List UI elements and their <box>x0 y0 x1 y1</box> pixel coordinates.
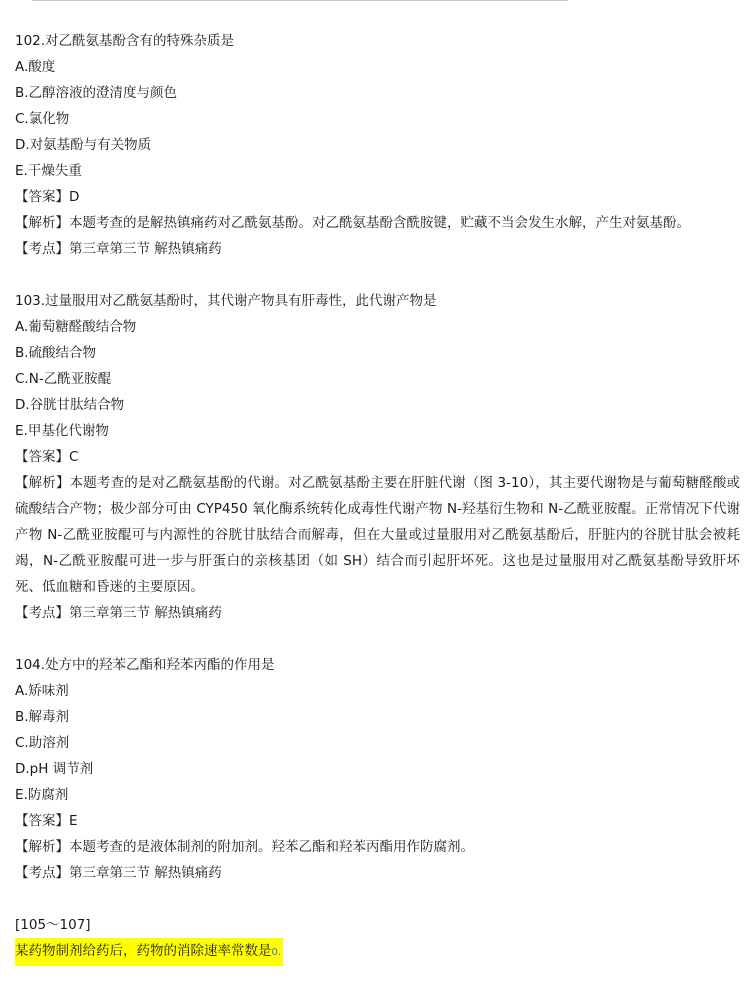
analysis: 【解析】本题考查的是解热镇痛药对乙酰氨基酚。对乙酰氨基酚含酰胺键，贮藏不当会发生水解，产生对氨基酚。 <box>15 215 690 231</box>
document-body <box>15 28 740 964</box>
option-c: C.N-乙酰亚胺醌 <box>15 371 112 387</box>
question-stem: 102.对乙酰氨基酚含有的特殊杂质是 <box>15 33 235 49</box>
answer: 【答案】D <box>15 189 80 205</box>
option-a: A.矫味剂 <box>15 683 69 699</box>
cursor-marker: 0. <box>271 947 282 958</box>
option-a: A.葡萄糖醛酸结合物 <box>15 319 137 335</box>
spacer <box>15 626 740 652</box>
analysis: 【解析】本题考查的是液体制剂的附加剂。羟苯乙酯和羟苯丙酯用作防腐剂。 <box>15 839 474 855</box>
option-d: D.对氨基酚与有关物质 <box>15 137 152 153</box>
question-stem: 104.处方中的羟苯乙酯和羟苯丙酯的作用是 <box>15 657 275 673</box>
option-b: B.解毒剂 <box>15 709 70 725</box>
option-c: C.助溶剂 <box>15 735 70 751</box>
highlighted-stem <box>15 938 283 966</box>
question-102 <box>15 28 740 262</box>
analysis: 【解析】本题考查的是对乙酰氨基酚的代谢。对乙酰氨基酚主要在肝脏代谢（图 3-10），其主要代谢物是与葡萄糖醛酸或硫酸结合产物；极少部分可由 CYP450 氧化酶系统转化成毒性代谢产物 N-羟基衍生物和 N-乙酰亚胺醌。正常情况下代谢产物 N-乙酰亚胺醌可与内源性的谷胱甘肽结合而解毒，但在大量或过量服用对乙酰氨基酚后，肝脏内的谷胱甘肽会被耗竭，N-乙酰亚胺醌可进一步与肝蛋白的亲核基团（如 SH）结合而引起肝坏死。这也是过量服用对乙酰氨基酚导致肝坏死、低血糖和昏迷的主要原因。 <box>15 475 740 595</box>
option-b: B.乙醇溶液的澄清度与颜色 <box>15 85 178 101</box>
option-e: E.防腐剂 <box>15 787 69 803</box>
question-103 <box>15 288 740 626</box>
spacer <box>15 886 740 912</box>
option-e: E.甲基化代谢物 <box>15 423 109 439</box>
group-stem-line <box>15 938 740 964</box>
option-a: A.酸度 <box>15 59 56 75</box>
answer: 【答案】C <box>15 449 79 465</box>
top-divider <box>32 0 568 1</box>
key-point: 【考点】第三章第三节 解热镇痛药 <box>15 865 222 881</box>
question-group-105-107 <box>15 912 740 964</box>
key-point: 【考点】第三章第三节 解热镇痛药 <box>15 241 222 257</box>
group-range: [105～107] <box>15 917 91 933</box>
question-stem: 103.过量服用对乙酰氨基酚时，其代谢产物具有肝毒性，此代谢产物是 <box>15 293 437 309</box>
question-104 <box>15 652 740 886</box>
spacer <box>15 262 740 288</box>
key-point: 【考点】第三章第三节 解热镇痛药 <box>15 605 222 621</box>
option-e: E.干燥失重 <box>15 163 82 179</box>
group-stem: 某药物制剂给药后，药物的消除速率常数是 <box>15 943 272 959</box>
option-d: D.谷胱甘肽结合物 <box>15 397 125 413</box>
option-c: C.氯化物 <box>15 111 70 127</box>
option-b: B.硫酸结合物 <box>15 345 97 361</box>
answer: 【答案】E <box>15 813 78 829</box>
option-d: D.pH 调节剂 <box>15 761 94 777</box>
